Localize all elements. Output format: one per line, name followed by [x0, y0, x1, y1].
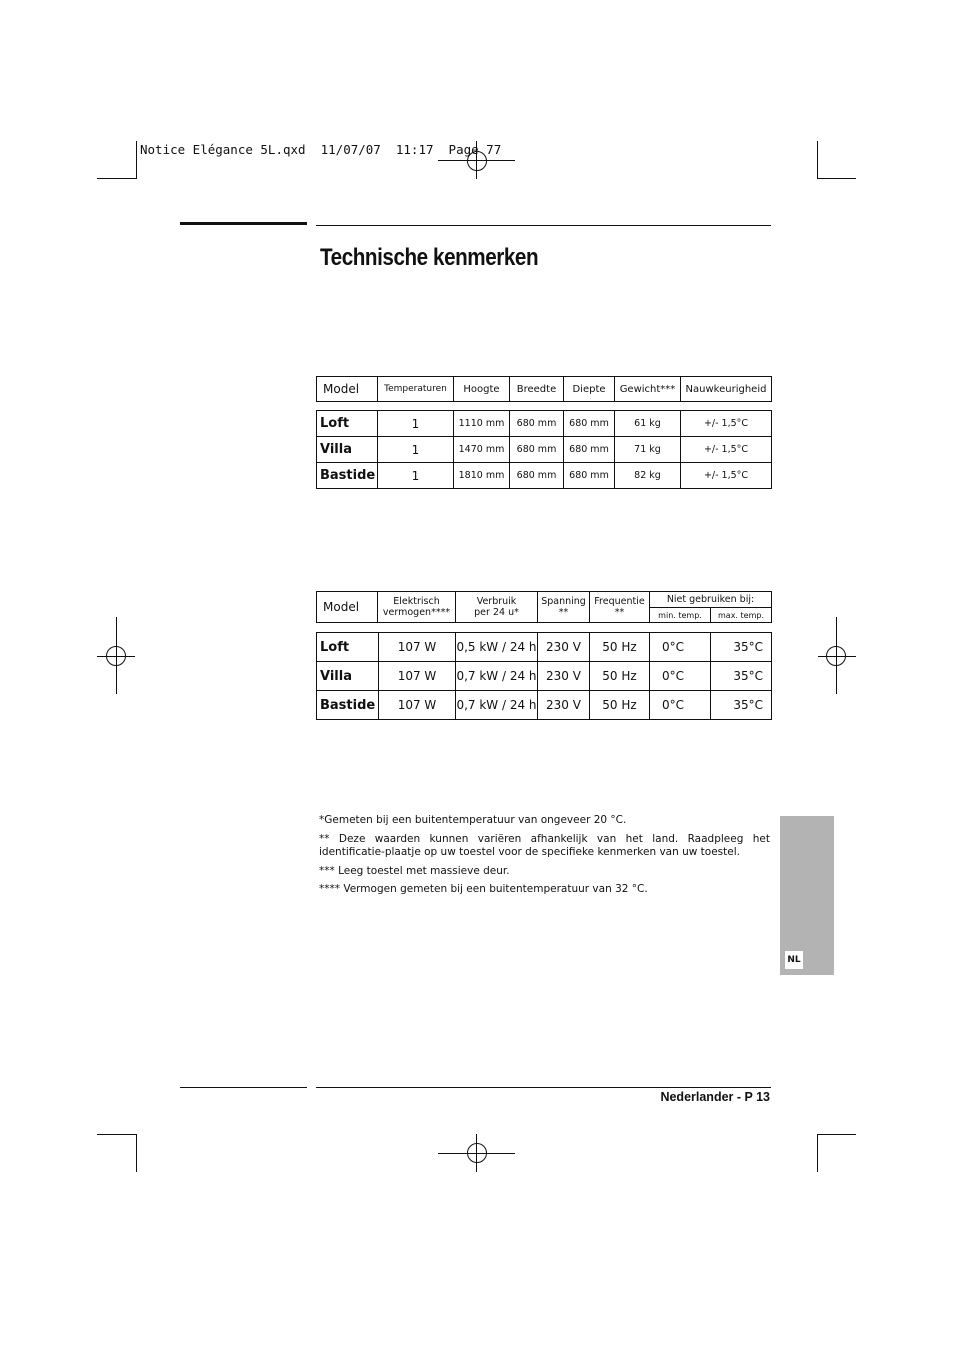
col-header-line: Frequentie: [594, 596, 645, 607]
col-header: Hoogte: [454, 377, 510, 402]
cell: 107 W: [379, 691, 456, 720]
model-name: Loft: [317, 411, 378, 437]
cell: 680 mm: [564, 463, 615, 489]
col-header: Niet gebruiken bij:: [650, 592, 772, 608]
cell: 50 Hz: [590, 633, 650, 662]
footer-rule: [180, 1087, 307, 1088]
cell: 0,5 kW / 24 h: [456, 633, 538, 662]
col-header-line: vermogen****: [382, 607, 451, 618]
header-rule-thick: [180, 222, 307, 225]
cell: 1: [378, 463, 454, 489]
registration-mark: [106, 646, 126, 666]
table-row: [317, 437, 772, 463]
crop-mark: [97, 1134, 136, 1135]
cell: 35°C: [711, 691, 772, 720]
cell: 680 mm: [510, 411, 564, 437]
table-row: [317, 411, 772, 437]
col-header-line: Spanning: [541, 596, 586, 607]
registration-mark: [826, 646, 846, 666]
table-row: [317, 662, 772, 691]
col-header: Gewicht***: [615, 377, 681, 402]
crop-mark: [136, 1134, 137, 1172]
table-row: [317, 463, 772, 489]
col-header-line: Elektrisch: [393, 596, 440, 607]
cell: 107 W: [379, 633, 456, 662]
header-rule: [316, 225, 771, 226]
col-subheader: max. temp.: [711, 608, 772, 623]
cell: 0,7 kW / 24 h: [456, 691, 538, 720]
col-header: Diepte: [564, 377, 615, 402]
footnote: *Gemeten bij een buitentemperatuur van ongeveer 20 °C.: [319, 814, 627, 826]
footnote: ** Deze waarden kunnen variëren afhankelijk van het land. Raadpleeg het identificatie-plaatje op uw toestel voor de specifieke kenmerken van uw toestel.: [319, 833, 770, 858]
col-header-line: Verbruik: [476, 596, 517, 607]
model-name: Bastide: [317, 691, 379, 720]
cell: 0°C: [650, 633, 711, 662]
col-header: [456, 592, 538, 623]
cell: 230 V: [538, 633, 590, 662]
electrical-table: [316, 632, 772, 720]
col-header: [590, 592, 650, 623]
footnote: *** Leeg toestel met massieve deur.: [319, 865, 510, 877]
cell: 35°C: [711, 662, 772, 691]
col-header: [378, 592, 456, 623]
crop-mark: [818, 178, 856, 179]
cell: +/- 1,5°C: [681, 437, 772, 463]
table-row: [317, 691, 772, 720]
cell: +/- 1,5°C: [681, 463, 772, 489]
cell: 680 mm: [564, 411, 615, 437]
col-header-line: **: [558, 607, 569, 618]
cell: 1110 mm: [454, 411, 510, 437]
file-slug: Notice Elégance 5L.qxd 11/07/07 11:17 Page 77: [140, 142, 502, 157]
cell: 1470 mm: [454, 437, 510, 463]
language-label: NL: [785, 951, 803, 969]
col-header-line: **: [614, 607, 625, 618]
footer-rule: [316, 1087, 771, 1088]
model-name: Villa: [317, 662, 379, 691]
cell: 680 mm: [510, 437, 564, 463]
cell: 1: [378, 411, 454, 437]
col-header: Temperaturen: [378, 377, 454, 402]
cell: 1810 mm: [454, 463, 510, 489]
page-footer: Nederlander - P 13: [660, 1090, 770, 1104]
crop-mark: [818, 1134, 856, 1135]
cell: 0°C: [650, 691, 711, 720]
cell: 680 mm: [510, 463, 564, 489]
cell: 82 kg: [615, 463, 681, 489]
spec-table-header: [316, 376, 772, 402]
cell: 35°C: [711, 633, 772, 662]
model-name: Villa: [317, 437, 378, 463]
col-header: Model: [317, 377, 378, 402]
col-subheader: min. temp.: [650, 608, 711, 623]
cell: 0°C: [650, 662, 711, 691]
footnote: **** Vermogen gemeten bij een buitentemperatuur van 32 °C.: [319, 883, 648, 895]
cell: 50 Hz: [590, 691, 650, 720]
cell: 680 mm: [564, 437, 615, 463]
electrical-table-header: [316, 591, 772, 623]
model-name: Loft: [317, 633, 379, 662]
registration-mark: [467, 1143, 487, 1163]
col-header: Breedte: [510, 377, 564, 402]
cell: 50 Hz: [590, 662, 650, 691]
col-header: Model: [317, 592, 378, 623]
spec-table: [316, 410, 772, 489]
crop-mark: [817, 1134, 818, 1172]
table-row: [317, 633, 772, 662]
model-name: Bastide: [317, 463, 378, 489]
cell: 107 W: [379, 662, 456, 691]
cell: 230 V: [538, 662, 590, 691]
cell: 0,7 kW / 24 h: [456, 662, 538, 691]
crop-mark: [97, 178, 136, 179]
cell: +/- 1,5°C: [681, 411, 772, 437]
cell: 71 kg: [615, 437, 681, 463]
col-header: [538, 592, 590, 623]
col-header-line: per 24 u*: [474, 607, 519, 618]
cell: 1: [378, 437, 454, 463]
cell: 230 V: [538, 691, 590, 720]
crop-mark: [817, 141, 818, 179]
crop-mark: [136, 141, 137, 179]
cell: 61 kg: [615, 411, 681, 437]
page-title: Technische kenmerken: [320, 244, 539, 271]
col-header: Nauwkeurigheid: [681, 377, 772, 402]
